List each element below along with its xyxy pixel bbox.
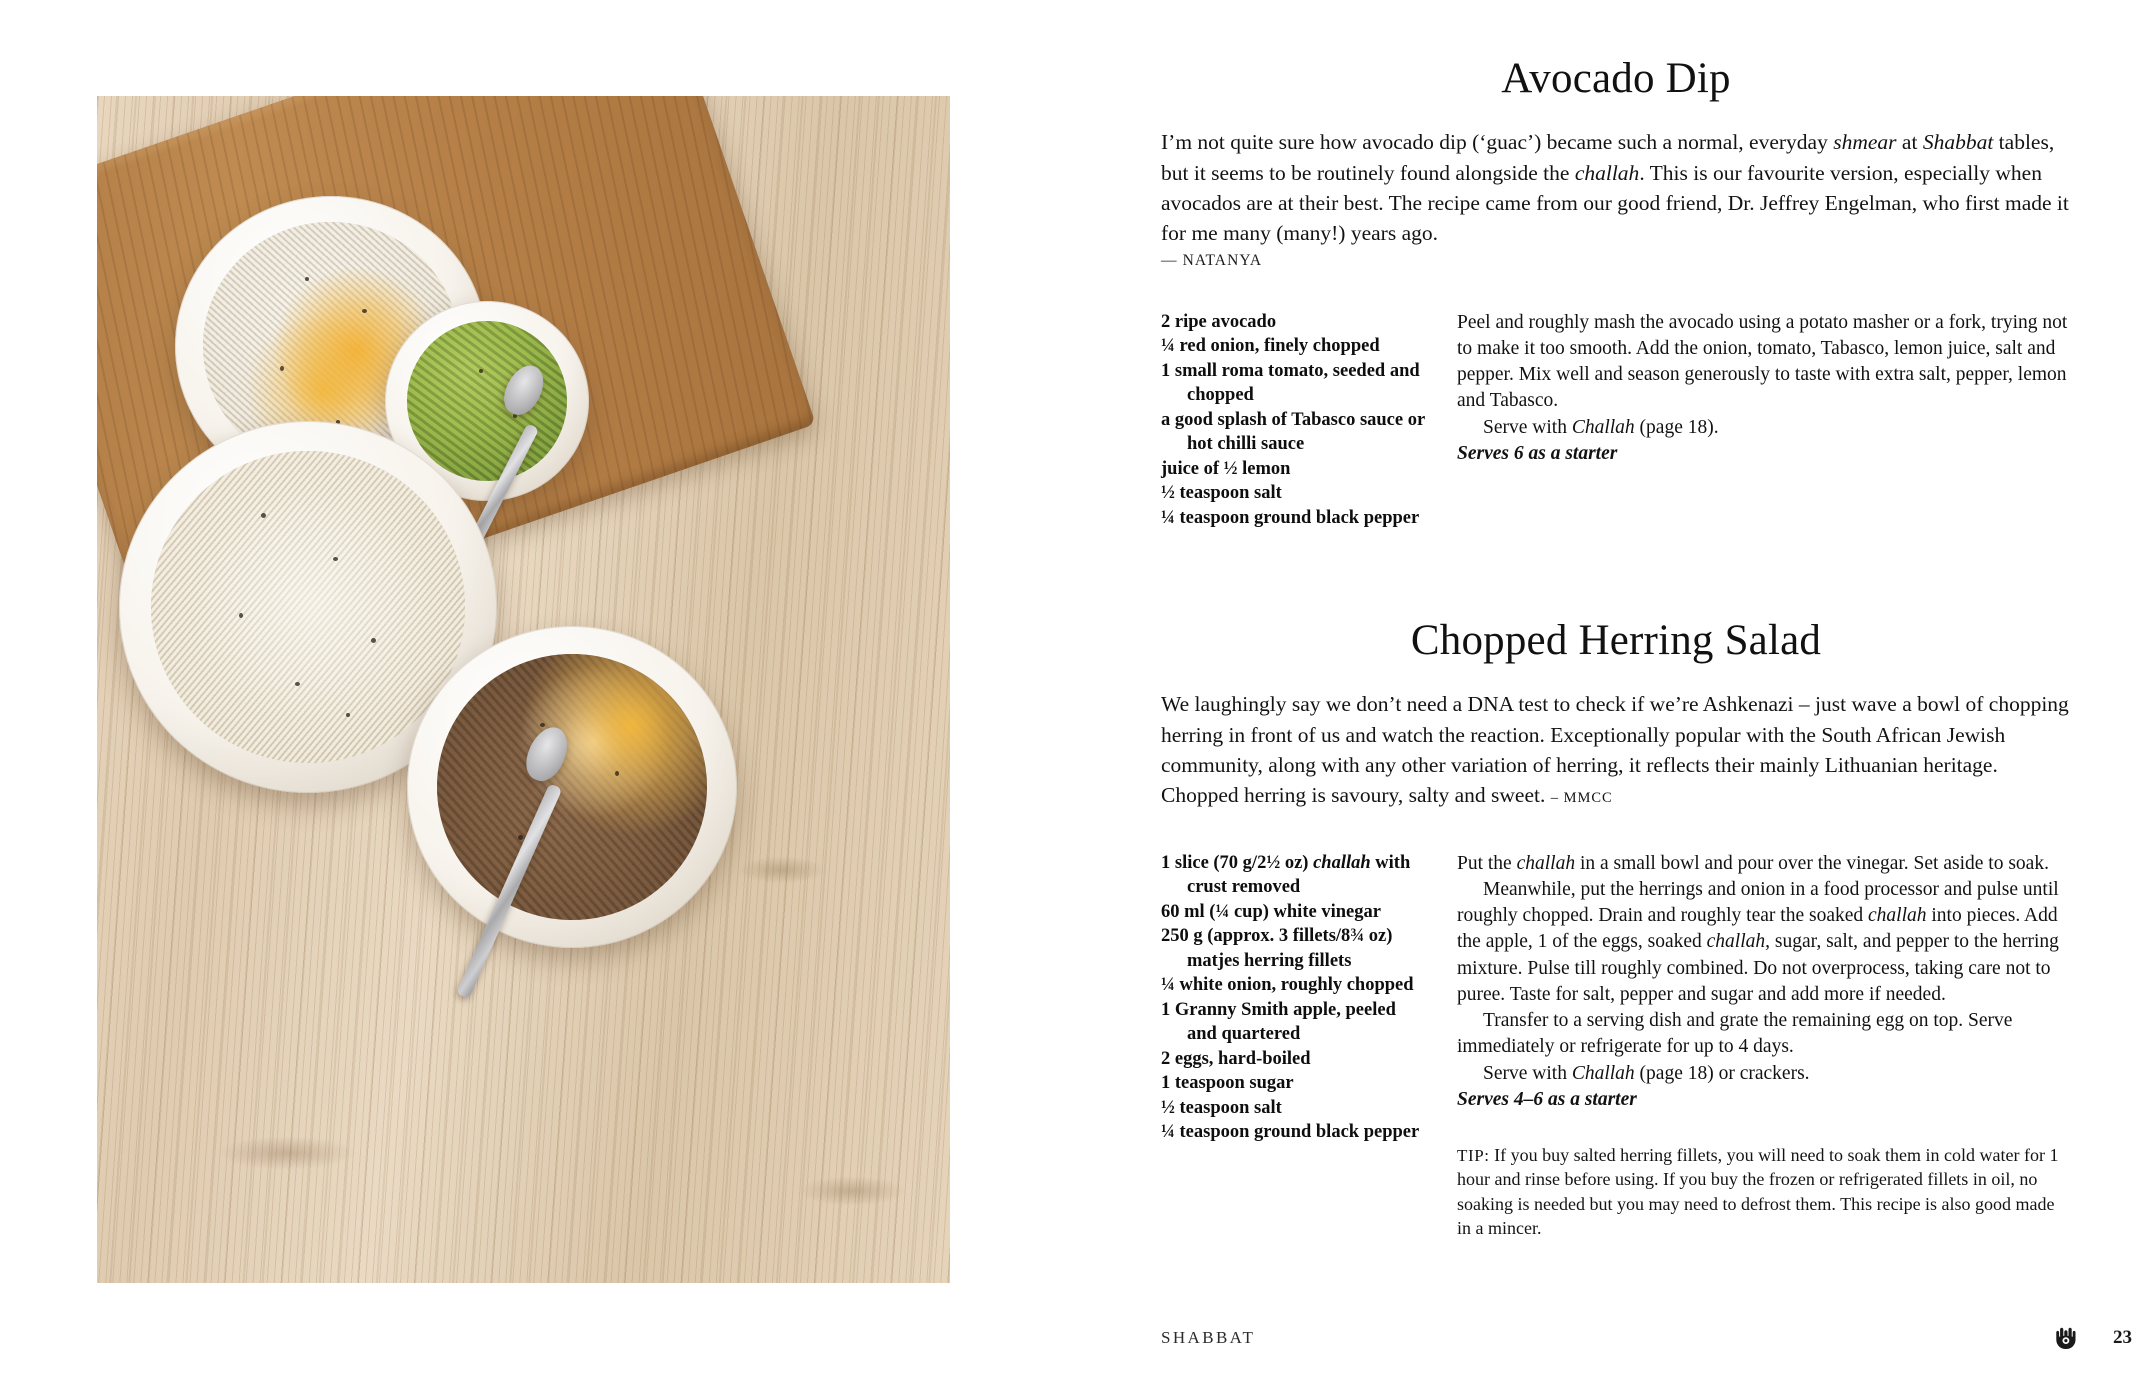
ingredient-line: 2 ripe avocado [1161,311,1277,332]
method-paragraph: Transfer to a serving dish and grate the remaining egg on top. Serve immediately or refrigerate for up to 4 days. [1457,1010,2013,1058]
intro-text: We laughingly say we don’t need a DNA test to check if we’re Ashkenazi – just wave a bowl of chopping herring in front of us and watch the reaction. Exceptionally popular with the South African Jewish community, along with any other variation of herring, it reflects their mainly Lithuanian heritage. Chopped herring is savoury, salty and sweet. [1161,692,2069,808]
ingredient-line: ¼ red onion, finely chopped [1161,336,1380,357]
recipe-avocado-dip [1161,56,2071,530]
recipe-title-chopped-herring-salad: Chopped Herring Salad [1410,617,1822,664]
ingredient-line: juice of ½ lemon [1161,458,1291,479]
recipe-chopped-herring-salad [1161,618,2071,1241]
recipe-byline-avocado-dip: — NATANYA [1161,251,1263,269]
ingredient-line: matjes herring fillets [1187,950,1352,971]
ingredients-list-avocado-dip [1161,310,1429,531]
ingredient-line: 1 Granny Smith apple, peeled [1161,999,1396,1020]
method-paragraphs-avocado-dip [1457,310,2071,441]
recipe-text-page [1077,0,2154,1400]
ingredient-line: and quartered [1187,1024,1301,1045]
ingredient-line: chopped [1187,385,1254,406]
ingredient-line: ¼ white onion, roughly chopped [1161,975,1414,996]
ingredient-line: 1 teaspoon sugar [1161,1073,1294,1094]
ingredient-line: 2 eggs, hard-boiled [1161,1048,1311,1069]
ingredient-line: ½ teaspoon salt [1161,483,1282,504]
ingredient-line: crust removed [1187,877,1301,898]
ingredient-line: hot chilli sauce [1187,434,1305,455]
recipe-photograph [97,96,950,1283]
method-paragraph: Serve with Challah (page 18). [1483,416,1719,438]
ingredient-line: 1 slice (70 g/2½ oz) challah with [1161,852,1411,873]
method-paragraph: Serve with Challah (page 18) or crackers. [1483,1062,1810,1084]
tip-block-chopped-herring-salad [1457,1143,2071,1241]
ingredient-line: 60 ml (¼ cup) white vinegar [1161,901,1381,922]
hamsa-icon [2052,1322,2080,1352]
page-footer [1077,1322,2154,1356]
bowl-chopped-herring [407,626,737,948]
method-chopped-herring-salad [1457,851,2071,1241]
method-paragraph: Peel and roughly mash the avocado using a potato masher or a fork, trying not to make it too smooth. Add the onion, tomato, Tabasco, lemon juice, salt and pepper. Mix well and season generously to taste with extra salt, pepper, lemon and Tabasco. [1457,311,2068,412]
recipe-title-avocado-dip: Avocado Dip [1501,55,1731,102]
method-paragraph: Put the challah in a small bowl and pour over the vinegar. Set aside to soak. [1457,852,2049,874]
method-paragraph: Meanwhile, put the herrings and onion in a food processor and pulse until roughly chopped. Drain and roughly tear the soaked challah into pieces. Add the apple, 1 of the eggs, soaked challah, sugar, salt, and pepper to the herring mixture. Pulse till roughly combined. Do not overprocess, taking care not to puree. Taste for salt, pepper and sugar and add more if needed. [1457,879,2059,1005]
page-number: 23 [2113,1327,2132,1348]
recipe-body-avocado-dip [1161,310,2071,531]
method-paragraphs-chopped-herring-salad [1457,851,2071,1087]
recipe-byline-chopped-herring-salad: – MMCC [1550,790,1613,807]
ingredient-line: ¼ teaspoon ground black pepper [1161,507,1420,528]
ingredient-line: 250 g (approx. 3 fillets/8¾ oz) [1161,926,1393,947]
ingredient-line: ¼ teaspoon ground black pepper [1161,1122,1420,1143]
method-avocado-dip [1457,310,2071,531]
ingredients-list-chopped-herring-salad [1161,851,1429,1241]
tip-text: If you buy salted herring fillets, you will need to soak them in cold water for 1 hour and rinse before using. If you buy the frozen or refrigerated fillets in oil, no soaking is needed but you may need to defrost them. This recipe is also good made in a mincer. [1457,1145,2059,1239]
recipe-body-chopped-herring-salad [1161,851,2071,1241]
recipe-intro-chopped-herring-salad [1161,689,2071,811]
recipe-intro-avocado-dip: I’m not quite sure how avocado dip (‘guac’) became such a normal, everyday shmear at Shabbat tables, but it seems to be routinely found alongside the challah. This is our favourite version, especially when avocados are at their best. The recipe came from our good friend, Dr. Jeffrey Engelman, who first made it for me many (many!) years ago. [1161,130,2069,246]
tip-label: TIP: [1457,1146,1490,1166]
ingredient-line: ½ teaspoon salt [1161,1097,1282,1118]
footer-section-name: SHABBAT [1161,1328,1256,1347]
serves-avocado-dip: Serves 6 as a starter [1457,442,1618,464]
ingredient-line: 1 small roma tomato, seeded and [1161,360,1420,381]
serves-chopped-herring-salad: Serves 4–6 as a starter [1457,1088,1637,1110]
ingredient-line: a good splash of Tabasco sauce or [1161,409,1426,430]
